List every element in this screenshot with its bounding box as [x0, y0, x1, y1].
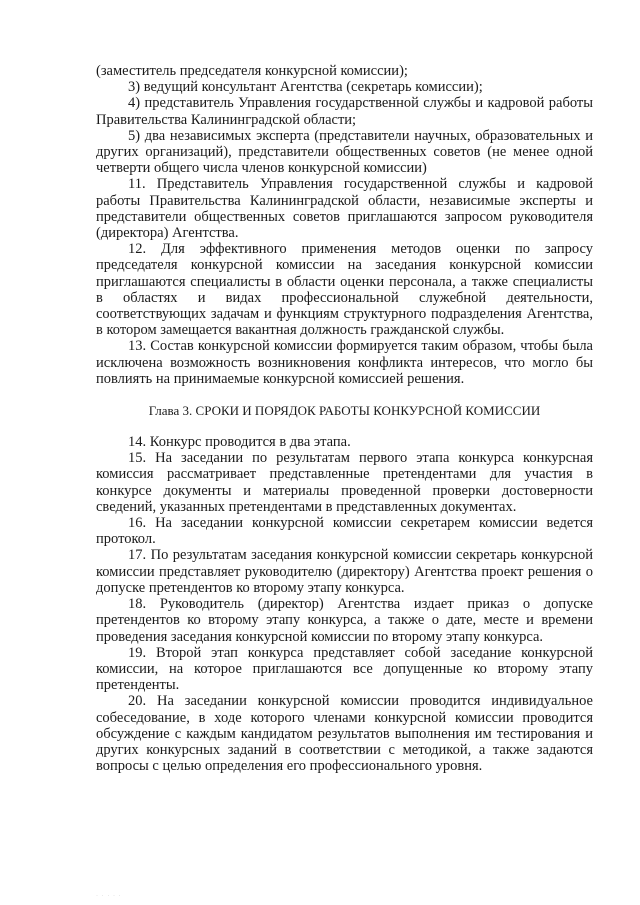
paragraph-14: 14. Конкурс проводится в два этапа.	[128, 434, 351, 451]
document-body	[96, 63, 593, 774]
paragraph-3: 3) ведущий консультант Агентства (секретарь комиссии);	[128, 79, 483, 96]
section-procedure	[96, 434, 593, 774]
paragraph-15: 15. На заседании по результатам первого этапа конкурса конкурсная комиссия рассматривает представленные претендентами для участия в конкурсе документы и материалы проведенной проверки достоверности сведений, указанных претендентами в представленных документах.	[96, 450, 593, 515]
paragraph-17: 17. По результатам заседания конкурсной комиссии секретарь конкурсной комиссии представляет руководителю (директору) Агентства проект решения о допуске претендентов ко второму этапу конкурса.	[96, 547, 593, 596]
paragraph-4: 4) представитель Управления государственной службы и кадровой работы Правительства Калининградской области;	[96, 95, 593, 128]
paragraph-12: 12. Для эффективного применения методов оценки по запросу председателя конкурсной комиссии на заседания конкурсной комиссии приглашаются специалисты в области оценки персонала, а также специалисты в областях и видах профессиональной служебной деятельности, соответствующих задачам и функциям структурного подразделения Агентства, в котором замещается вакантная должность гражданской службы.	[96, 241, 593, 339]
section-commission-composition	[96, 63, 593, 387]
paragraph-18: 18. Руководитель (директор) Агентства издает приказ о допуске претендентов ко второму этапу конкурса, а также о дате, месте и времени проведения заседания конкурсной комиссии по второму этапу конкурса.	[96, 596, 593, 645]
paragraph-5: 5) два независимых эксперта (представители научных, образовательных и других организаций), представители общественных советов (не менее одной четверти общего числа членов конкурсной комиссии)	[96, 127, 593, 177]
scan-artifact: · · · · ·	[96, 893, 122, 899]
paragraph-11: 11. Представитель Управления государственной службы и кадровой работы Правительства Калининградской области, независимые эксперты и представители общественных советов приглашаются запросом руководителя (директора) Агентства.	[96, 176, 593, 242]
paragraph-cont: (заместитель председателя конкурсной комиссии);	[96, 63, 408, 79]
paragraph-20: 20. На заседании конкурсной комиссии проводится индивидуальное собеседование, в ходе которого членами конкурсной комиссии проводится обсуждение с каждым кандидатом результатов выполнения им тестирования и других конкурсных заданий в соответствии с методикой, а также задаются вопросы с целью определения его профессионального уровня.	[96, 693, 593, 775]
paragraph-13: 13. Состав конкурсной комиссии формируется таким образом, чтобы была исключена возможность возникновения конфликта интересов, что могло бы повлиять на принимаемые конкурсной комиссией решения.	[96, 338, 593, 387]
paragraph-16: 16. На заседании конкурсной комиссии секретарем комиссии ведется протокол.	[96, 515, 593, 548]
paragraph-19: 19. Второй этап конкурса представляет собой заседание конкурсной комиссии, на которое приглашаются все допущенные ко второму этапу претенденты.	[96, 644, 593, 694]
chapter-heading: Глава 3. СРОКИ И ПОРЯДОК РАБОТЫ КОНКУРСНОЙ КОМИССИИ	[148, 403, 541, 419]
